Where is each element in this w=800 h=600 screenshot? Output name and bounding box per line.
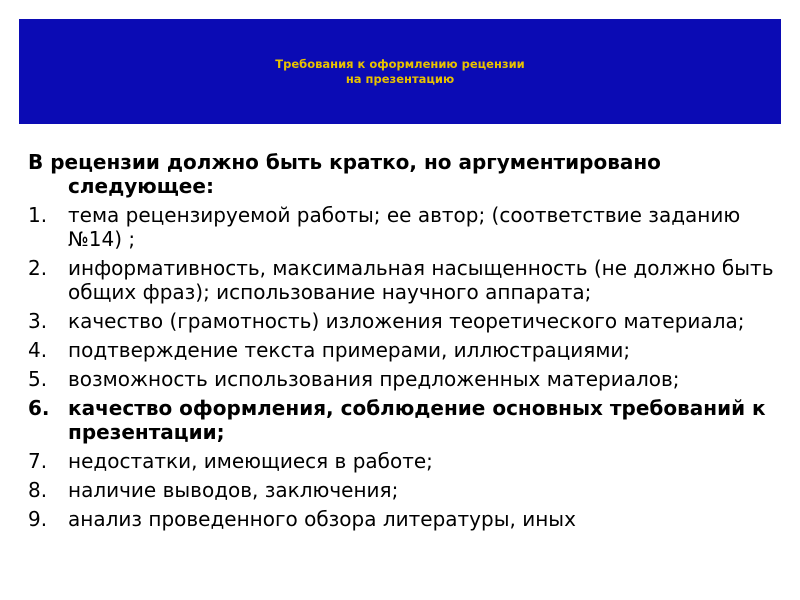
- list-item-7: [28, 449, 783, 473]
- list-item-4: [28, 338, 783, 362]
- list-item-text: качество оформления, соблюдение основных требований к презентации;: [68, 396, 766, 444]
- list-item-number: 2.: [28, 256, 48, 280]
- list-item-text: возможность использования предложенных материалов;: [68, 367, 680, 391]
- list-item-number: 4.: [28, 338, 48, 362]
- lead-paragraph: В рецензии должно быть кратко, но аргументировано следующее:: [28, 150, 661, 198]
- slide-title-line-2: на презентацию: [345, 71, 455, 86]
- slide-title-line-1: Требования к оформлению рецензии: [275, 56, 525, 71]
- list-item-number: 9.: [28, 507, 48, 531]
- list-item-number: 8.: [28, 478, 48, 502]
- list-item-number: 3.: [28, 309, 48, 333]
- list-item-text: анализ проведенного обзора литературы, иных: [68, 507, 576, 531]
- slide-body: [28, 150, 783, 536]
- list-item-text: качество (грамотность) изложения теоретического материала;: [68, 309, 745, 333]
- list-item-2: [28, 256, 783, 304]
- list-item-number: 7.: [28, 449, 48, 473]
- list-item-number: 6.: [28, 396, 50, 420]
- list-item-8: [28, 478, 783, 502]
- list-item-text: тема рецензируемой работы; ее автор; (соответствие заданию №14) ;: [68, 203, 741, 251]
- list-item-text: информативность, максимальная насыщенность (не должно быть общих фраз); использование научного аппарата;: [68, 256, 774, 304]
- slide-title-bar: [19, 19, 781, 124]
- list-item-9: [28, 507, 783, 531]
- list-item-number: 5.: [28, 367, 48, 391]
- list-item-1: [28, 203, 783, 251]
- list-item-6: [28, 396, 783, 444]
- list-item-text: подтверждение текста примерами, иллюстрациями;: [68, 338, 631, 362]
- list-item-text: наличие выводов, заключения;: [68, 478, 399, 502]
- list-item-number: 1.: [28, 203, 48, 227]
- list-item-3: [28, 309, 783, 333]
- list-item-5: [28, 367, 783, 391]
- list-item-text: недостатки, имеющиеся в работе;: [68, 449, 433, 473]
